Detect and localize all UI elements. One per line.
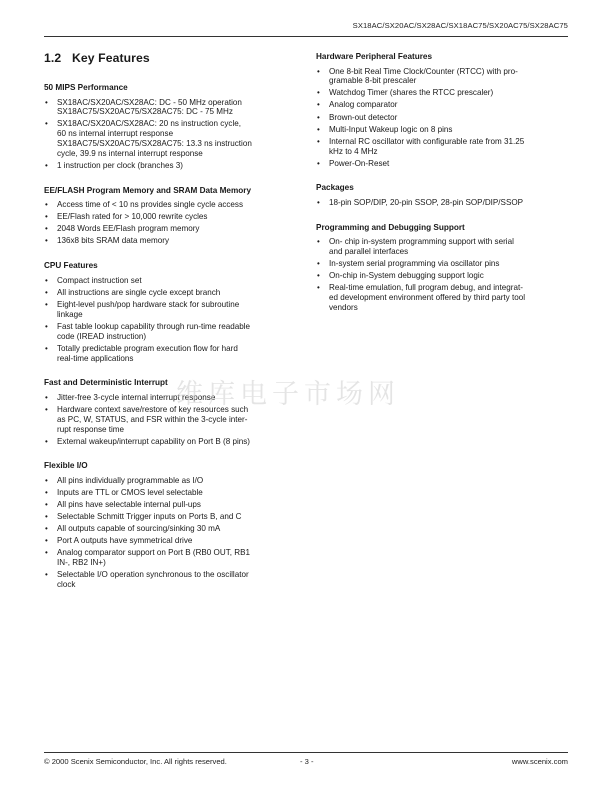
bullet-item: [44, 536, 302, 546]
bullet-line: • Access time of < 10 ns provides single cycle access: [57, 200, 244, 210]
bullet-list: [316, 67, 568, 169]
bullet-item: [44, 322, 302, 342]
running-header: SX18AC/SX20AC/SX28AC/SX18AC75/SX20AC75/SX28AC75: [352, 21, 568, 30]
bullet-item: [316, 125, 568, 135]
bullet-item: [316, 137, 568, 157]
bullet-line: • Analog comparator support on Port B (RB0 OUT, RB1: [57, 548, 250, 558]
bullet-item: [316, 198, 568, 208]
bullet-line: clock: [57, 580, 76, 590]
bullet-line: • Internal RC oscillator with configurable rate from 31.25: [329, 136, 525, 146]
bullet-item: [44, 548, 302, 568]
footer-copyright: © 2000 Scenix Semiconductor, Inc. All rights reserved.: [44, 757, 227, 766]
feature-group-heading: CPU Features: [44, 261, 98, 271]
bullet-line: IN-, RB2 IN+): [57, 558, 106, 568]
bullet-line: • 1 instruction per clock (branches 3): [57, 160, 183, 170]
bullet-item: [44, 288, 302, 298]
bullet-list: [316, 198, 568, 208]
feature-group: [44, 460, 302, 590]
bullet-line: gramable 8-bit prescaler: [329, 76, 417, 86]
feature-group-heading: Programming and Debugging Support: [316, 222, 465, 232]
bullet-item: [44, 344, 302, 364]
bullet-list: [44, 476, 302, 590]
left-feature-groups: [44, 82, 302, 590]
footer-rule: [44, 752, 568, 753]
bullet-item: [316, 259, 568, 269]
bullet-line: • On-chip in-System debugging support logic: [329, 271, 484, 281]
bullet-item: [316, 237, 568, 257]
bullet-line: • Multi-Input Wakeup logic on 8 pins: [329, 124, 453, 134]
feature-group: [316, 182, 568, 207]
footer-url[interactable]: www.scenix.com: [511, 757, 568, 766]
feature-group: [44, 185, 302, 247]
bullet-line: • Selectable I/O operation synchronous to the oscillator: [57, 570, 249, 580]
bullet-line: • Hardware context save/restore of key resources such: [57, 404, 249, 414]
bullet-item: [44, 276, 302, 286]
bullet-line: • 2048 Words EE/Flash program memory: [57, 224, 200, 234]
bullet-line: 60 ns internal interrupt response: [57, 129, 174, 139]
bullet-line: • Real-time emulation, full program debug, and integrat-: [329, 283, 523, 293]
bullet-item: [44, 161, 302, 171]
bullet-item: [316, 283, 568, 312]
header-rule: [44, 36, 568, 37]
feature-group-heading: 50 MIPS Performance: [44, 83, 128, 92]
bullet-line: real-time applications: [57, 353, 134, 363]
bullet-line: rupt response time: [57, 424, 125, 434]
bullet-list: [44, 200, 302, 246]
bullet-line: • Watchdog Timer (shares the RTCC prescaler): [329, 88, 494, 98]
right-column: [316, 51, 568, 327]
bullet-line: • Power-On-Reset: [329, 158, 390, 168]
bullet-line: • All pins individually programmable as I/O: [57, 475, 204, 485]
bullet-line: • External wakeup/interrupt capability on Port B (8 pins): [57, 436, 250, 446]
bullet-line: as PC, W, STATUS, and FSR within the 3-cycle inter-: [57, 414, 248, 424]
left-column: [44, 51, 302, 604]
section-number: 1.2: [44, 51, 62, 65]
feature-group-heading: Packages: [316, 183, 354, 193]
bullet-line: • SX18AC/SX20AC/SX28AC: 20 ns instruction cycle,: [57, 119, 241, 129]
bullet-line: • Brown-out detector: [329, 112, 398, 122]
feature-group: [316, 222, 568, 313]
bullet-list: [316, 237, 568, 312]
bullet-item: [44, 488, 302, 498]
section-title: [44, 51, 302, 65]
bullet-line: • All outputs capable of sourcing/sinking 30 mA: [57, 524, 221, 534]
bullet-line: • 18-pin SOP/DIP, 20-pin SSOP, 28-pin SOP/DIP/SSOP: [329, 197, 524, 207]
bullet-line: • All pins have selectable internal pull-ups: [57, 500, 201, 510]
bullet-line: • Port A outputs have symmetrical drive: [57, 536, 193, 546]
bullet-item: [44, 98, 302, 118]
bullet-item: [44, 476, 302, 486]
bullet-item: [316, 100, 568, 110]
bullet-line: • Eight-level push/pop hardware stack for subroutine: [57, 299, 240, 309]
bullet-line: kHz to 4 MHz: [329, 146, 378, 156]
bullet-line: • Totally predictable program execution flow for hard: [57, 343, 238, 353]
bullet-line: • Analog comparator: [329, 100, 398, 110]
bullet-line: SX18AC75/SX20AC75/SX28AC75: DC - 75 MHz: [57, 107, 233, 117]
feature-group: [316, 51, 568, 168]
bullet-item: [44, 570, 302, 590]
bullet-line: ed development environment offered by third party tool: [329, 293, 526, 303]
bullet-line: • On- chip in-system programming support with serial: [329, 237, 514, 247]
feature-group: [44, 82, 302, 171]
feature-group: [44, 260, 302, 363]
bullet-line: • Fast table lookup capability through run-time readable: [57, 321, 251, 331]
bullet-item: [316, 159, 568, 169]
bullet-item: [316, 67, 568, 87]
bullet-line: • One 8-bit Real Time Clock/Counter (RTCC) with pro-: [329, 66, 518, 76]
bullet-line: code (IREAD instruction): [57, 331, 147, 341]
watermark: 维库电子市场网: [176, 379, 400, 410]
bullet-item: [316, 271, 568, 281]
bullet-item: [316, 113, 568, 123]
bullet-line: linkage: [57, 309, 83, 319]
bullet-list: [44, 98, 302, 171]
bullet-item: [44, 300, 302, 320]
footer-page-number: - 3 -: [300, 757, 314, 766]
bullet-line: • 136x8 bits SRAM data memory: [57, 236, 170, 246]
bullet-item: [44, 437, 302, 447]
bullet-item: [44, 524, 302, 534]
bullet-item: [44, 119, 302, 158]
bullet-line: and parallel interfaces: [329, 247, 409, 257]
bullet-item: [44, 200, 302, 210]
bullet-line: cycle, 39.9 ns internal interrupt response: [57, 148, 203, 158]
right-feature-groups: [316, 51, 568, 313]
bullet-line: • Selectable Schmitt Trigger inputs on Ports B, and C: [57, 512, 242, 522]
bullet-line: • In-system serial programming via oscillator pins: [329, 259, 500, 269]
bullet-line: • Inputs are TTL or CMOS level selectable: [57, 487, 203, 497]
bullet-line: • EE/Flash rated for > 10,000 rewrite cycles: [57, 212, 208, 222]
bullet-line: • Jitter-free 3-cycle internal interrupt response: [57, 392, 216, 402]
bullet-item: [44, 212, 302, 222]
bullet-line: • Compact instruction set: [57, 275, 142, 285]
feature-group-heading: Fast and Deterministic Interrupt: [44, 378, 168, 388]
bullet-item: [316, 88, 568, 98]
bullet-item: [44, 236, 302, 246]
bullet-item: [44, 224, 302, 234]
feature-group-heading: Hardware Peripheral Features: [316, 52, 433, 61]
bullet-item: [44, 512, 302, 522]
bullet-item: [44, 500, 302, 510]
bullet-line: SX18AC75/SX20AC75/SX28AC75: 13.3 ns instruction: [57, 138, 252, 148]
bullet-list: [44, 276, 302, 364]
section-heading: Key Features: [72, 51, 150, 65]
feature-group-heading: Flexible I/O: [44, 461, 88, 471]
bullet-line: • SX18AC/SX20AC/SX28AC: DC - 50 MHz operation: [57, 97, 242, 107]
bullet-line: • All instructions are single cycle except branch: [57, 287, 221, 297]
bullet-line: vendors: [329, 302, 358, 312]
feature-group-heading: EE/FLASH Program Memory and SRAM Data Memory: [44, 185, 252, 195]
